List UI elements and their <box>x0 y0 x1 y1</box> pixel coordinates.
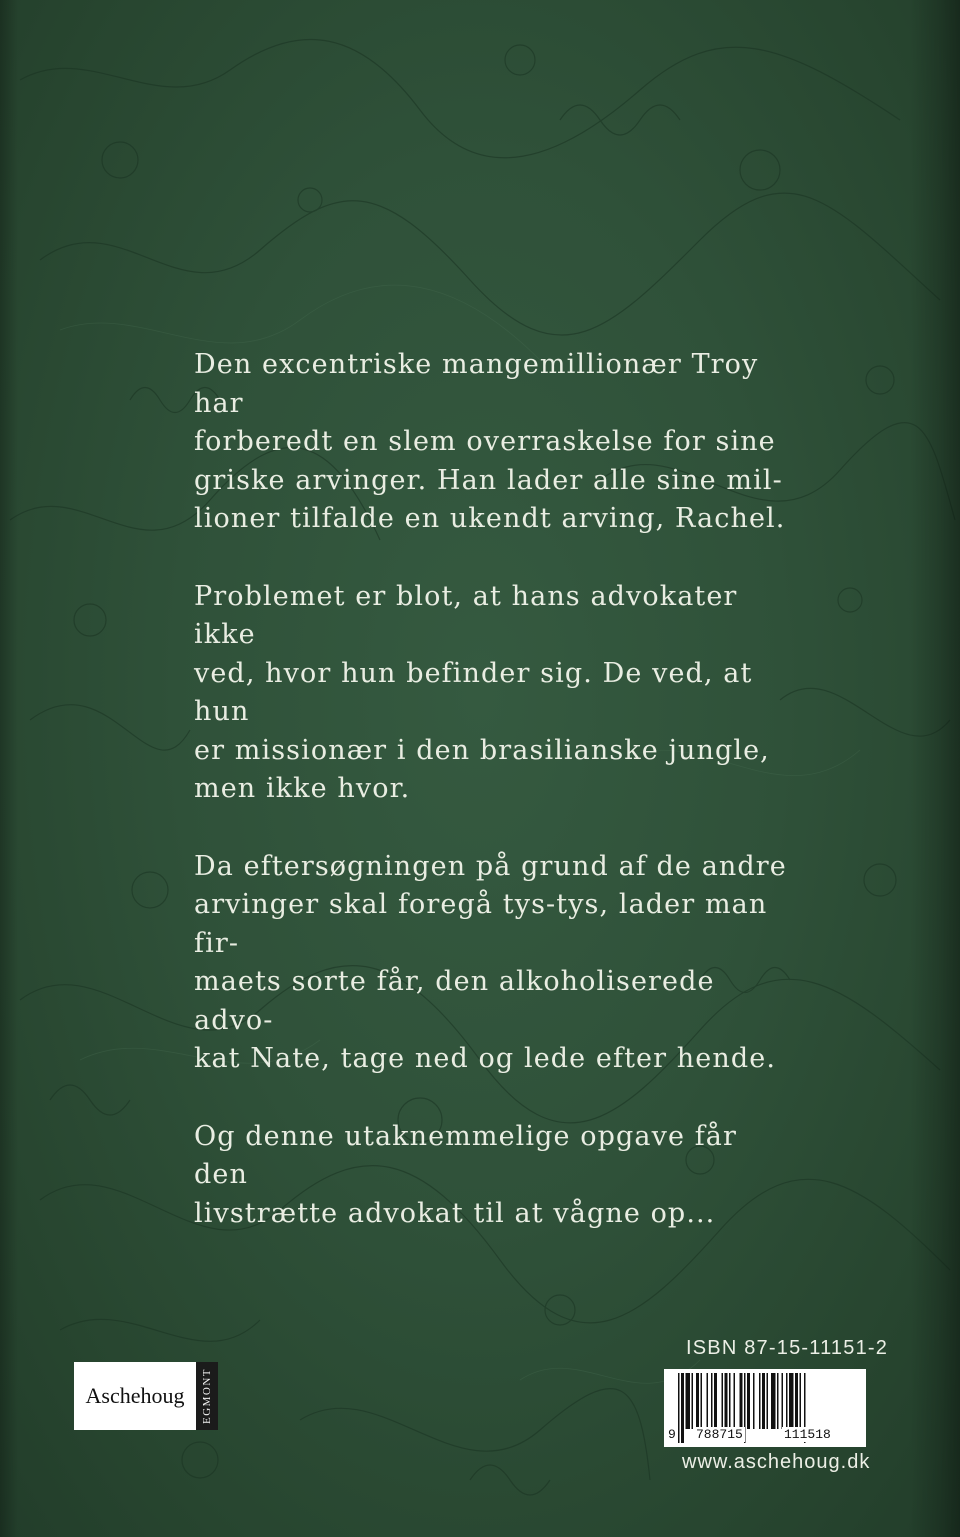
barcode-bar <box>692 1373 694 1429</box>
imprint-label-box <box>196 1362 218 1430</box>
blurb-paragraph-2: Problemet er blot, at hans advokater ikke ved, hvor hun befinder sig. De ved, at hun er missionær i den brasilianske jungle, men ikke hvor. <box>194 580 770 804</box>
blurb-paragraph-3: Da eftersøgningen på grund af de andre arvinger skal foregå tys-tys, lader man fir- maets sorte får, den alkoholiserede advo- kat Nate, tage ned og lede efter hende. <box>194 850 787 1074</box>
isbn-text: ISBN 87-15-11151-2 <box>686 1337 889 1359</box>
barcode-bar <box>686 1373 691 1429</box>
barcode-bar <box>734 1373 736 1429</box>
cover-left-edge <box>0 0 18 1537</box>
barcode-bar <box>759 1373 761 1429</box>
barcode-bar <box>777 1373 779 1429</box>
spine-shadow <box>910 0 960 1537</box>
barcode-bar <box>696 1373 699 1429</box>
barcode-bar <box>800 1373 802 1429</box>
barcode-bar <box>771 1373 776 1429</box>
barcode-bar <box>767 1373 769 1429</box>
barcode <box>664 1369 866 1447</box>
barcode-group-left: 788715 <box>696 1427 743 1442</box>
barcode-bar <box>711 1373 713 1429</box>
barcode-bar <box>747 1373 750 1429</box>
publisher-url: www.aschehoug.dk <box>682 1451 871 1473</box>
blurb-text <box>194 346 794 1272</box>
publisher-name: Aschehoug <box>74 1362 196 1430</box>
imprint-label: EGMONT <box>201 1367 213 1425</box>
barcode-bar <box>782 1373 784 1429</box>
barcode-bar <box>762 1373 765 1429</box>
barcode-bar <box>707 1373 709 1429</box>
blurb-paragraph-1: Den excentriske mangemillionær Troy har forberedt en slem overraskelse for sine griske arvinger. Han lader alle sine mil- lioner tilfalde en ukendt arving, Rachel. <box>194 349 786 534</box>
blurb-paragraph-4: Og denne utaknemmelige opgave får den livstrætte advokat til at vågne op... <box>194 1120 737 1229</box>
barcode-bar <box>753 1373 755 1429</box>
barcode-bar <box>722 1373 724 1429</box>
barcode-bar <box>795 1373 798 1429</box>
publisher-logo <box>74 1362 218 1430</box>
barcode-digit-first: 9 <box>668 1427 676 1442</box>
barcode-group-right: 111518 <box>784 1427 831 1442</box>
barcode-bar <box>729 1373 731 1429</box>
barcode-digits <box>664 1427 866 1445</box>
barcode-bar <box>786 1373 788 1429</box>
barcode-bar <box>714 1373 717 1429</box>
barcode-bar <box>701 1373 703 1429</box>
barcode-bar <box>789 1373 794 1429</box>
barcode-bar <box>725 1373 728 1429</box>
barcode-bar <box>740 1373 743 1429</box>
